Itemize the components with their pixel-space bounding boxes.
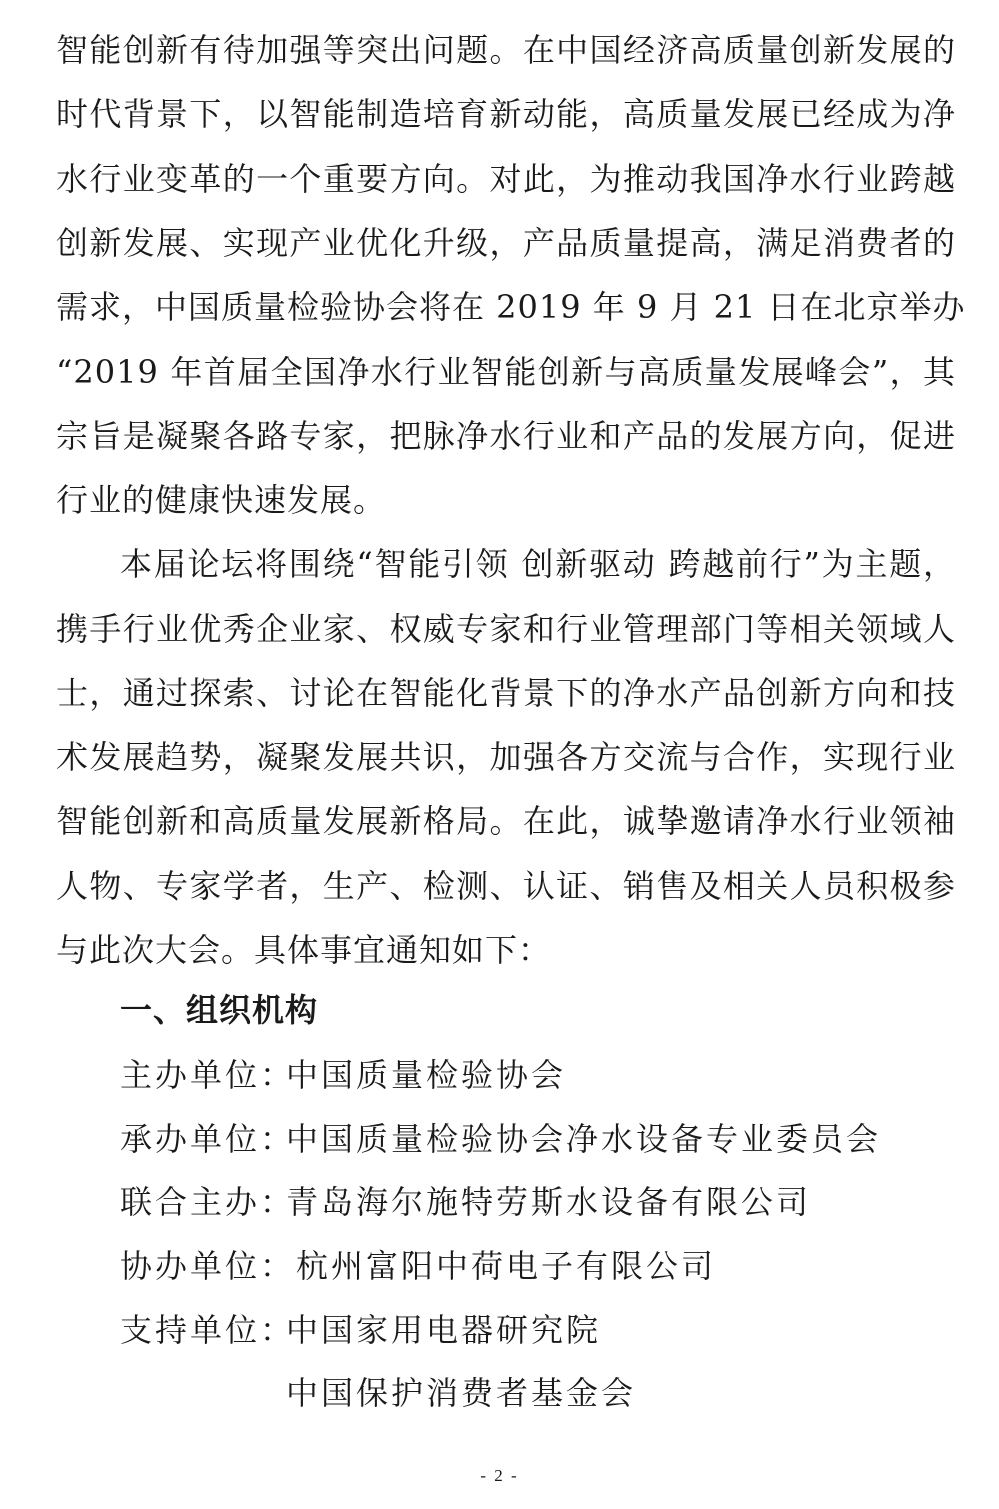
paragraph-line: 水行业变革的一个重要方向。对此，为推动我国净水行业跨越 <box>56 160 956 198</box>
paragraph-line: 智能创新和高质量发展新格局。在此，诚挚邀请净水行业领袖 <box>56 802 956 840</box>
org-row-co-host <box>120 1170 811 1234</box>
paragraph-line: 行业的健康快速发展。 <box>56 481 387 519</box>
org-value: 杭州富阳中荷电子有限公司 <box>296 1247 717 1285</box>
paragraph-line: 术发展趋势，凝聚发展共识，加强各方交流与合作，实现行业 <box>56 738 956 776</box>
org-row-co-organizer <box>120 1234 716 1298</box>
paragraph-line: 携手行业优秀企业家、权威专家和行业管理部门等相关领域人 <box>56 610 956 648</box>
org-label: 协办单位： <box>120 1247 296 1285</box>
paragraph-line: 本届论坛将围绕“智能引领 创新驱动 跨越前行”为主题， <box>120 545 956 583</box>
paragraph-line: 与此次大会。具体事宜通知如下： <box>56 931 552 969</box>
org-value-supporter-2: 中国保护消费者基金会 <box>286 1374 637 1412</box>
org-row-organizer <box>120 1107 881 1171</box>
page-number: - 2 - <box>480 1466 519 1485</box>
org-label: 支持单位： <box>120 1311 296 1349</box>
org-value: 中国质量检验协会 <box>286 1056 567 1094</box>
org-label: 承办单位： <box>120 1120 296 1158</box>
org-label: 联合主办： <box>120 1183 296 1221</box>
org-value: 青岛海尔施特劳斯水设备有限公司 <box>286 1183 812 1221</box>
paragraph-line: 智能创新有待加强等突出问题。在中国经济高质量创新发展的 <box>56 31 956 69</box>
paragraph-line: 需求，中国质量检验协会将在 2019 年 9 月 21 日在北京举办 <box>56 288 966 326</box>
org-row-host <box>120 1043 566 1107</box>
paragraph-line: 士，通过探索、讨论在智能化背景下的净水产品创新方向和技 <box>56 674 956 712</box>
org-value: 中国质量检验协会净水设备专业委员会 <box>286 1120 882 1158</box>
org-label: 主办单位： <box>120 1056 296 1094</box>
org-value: 中国家用电器研究院 <box>286 1311 602 1349</box>
paragraph-line: “2019 年首届全国净水行业智能创新与高质量发展峰会”，其 <box>56 353 956 391</box>
section-heading-organization: 一、组织机构 <box>120 991 319 1029</box>
org-row-supporter <box>120 1298 601 1362</box>
paragraph-line: 时代背景下，以智能制造培育新动能，高质量发展已经成为净 <box>56 95 956 133</box>
paragraph-line: 创新发展、实现产业优化升级，产品质量提高，满足消费者的 <box>56 224 956 262</box>
paragraph-line: 宗旨是凝聚各路专家，把脉净水行业和产品的发展方向，促进 <box>56 417 956 455</box>
paragraph-line: 人物、专家学者，生产、检测、认证、销售及相关人员积极参 <box>56 867 956 905</box>
